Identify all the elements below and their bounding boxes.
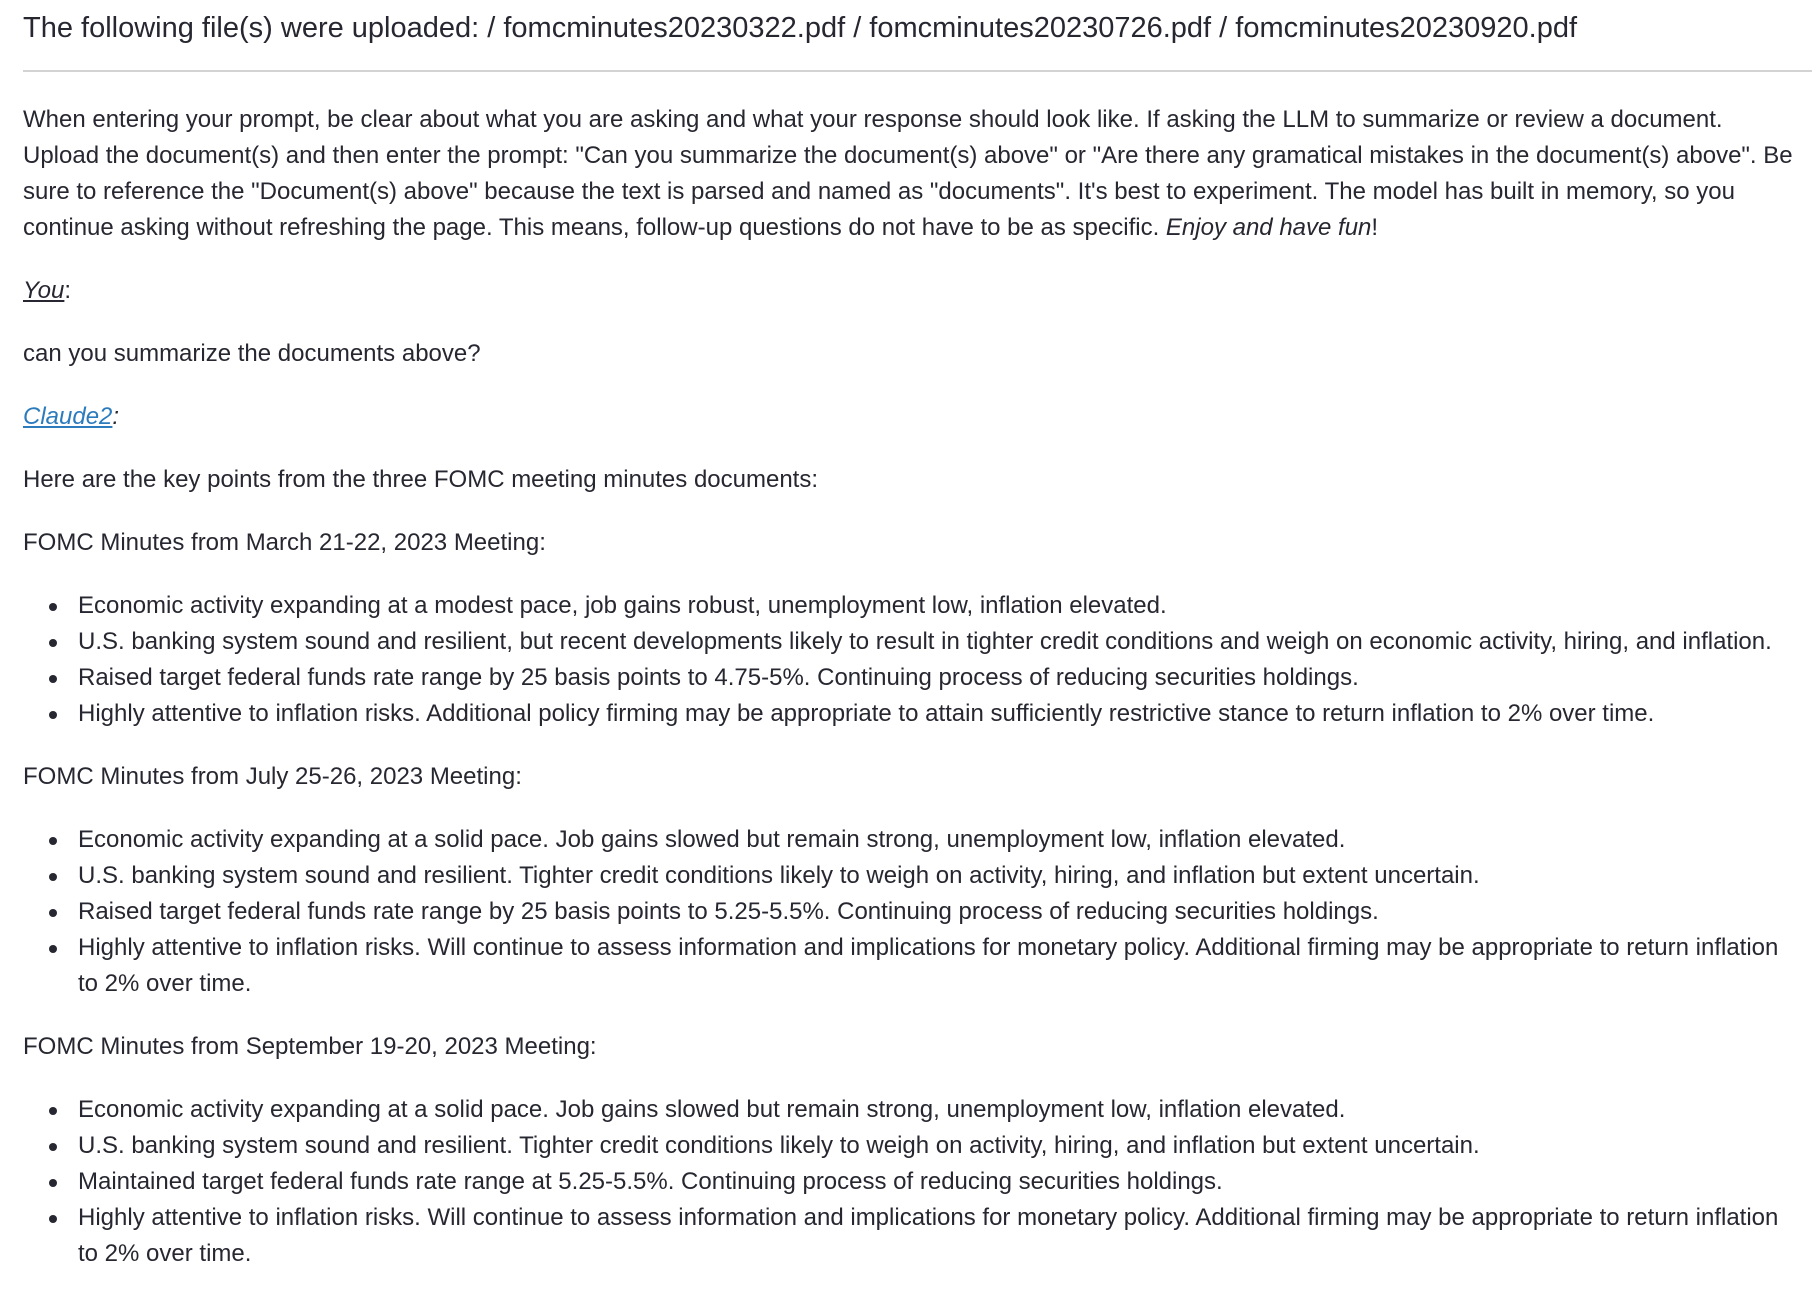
user-label-colon: : xyxy=(64,277,72,304)
list-item: U.S. banking system sound and resilient. Tighter credit conditions likely to weigh on activity, hiring, and inflation but extent uncertain. xyxy=(78,858,1798,894)
summary-section xyxy=(23,1029,1812,1272)
bullet-list xyxy=(23,822,1812,1002)
list-item: U.S. banking system sound and resilient. Tighter credit conditions likely to weigh on activity, hiring, and inflation but extent uncertain. xyxy=(78,1128,1798,1164)
instructions-paragraph xyxy=(23,102,1798,246)
summary-section xyxy=(23,759,1812,1002)
list-item: Raised target federal funds rate range by 25 basis points to 5.25-5.5%. Continuing process of reducing securities holdings. xyxy=(78,894,1798,930)
list-item: Raised target federal funds rate range by 25 basis points to 4.75-5%. Continuing process of reducing securities holdings. xyxy=(78,660,1798,696)
assistant-link[interactable]: Claude2 xyxy=(23,403,113,430)
list-item: Economic activity expanding at a modest pace, job gains robust, unemployment low, inflation elevated. xyxy=(78,588,1798,624)
assistant-label-colon: : xyxy=(112,403,120,430)
instructions-emphasis: Enjoy and have fun xyxy=(1165,214,1372,241)
list-item: Highly attentive to inflation risks. Will continue to assess information and implications for monetary policy. Additional firming may be appropriate to return inflation to 2% over time. xyxy=(78,1200,1798,1272)
user-speaker xyxy=(23,273,1812,309)
bullet-list xyxy=(23,588,1812,732)
divider xyxy=(23,70,1812,72)
list-item: Economic activity expanding at a solid pace. Job gains slowed but remain strong, unemployment low, inflation elevated. xyxy=(78,822,1798,858)
section-title: FOMC Minutes from March 21-22, 2023 Meeting: xyxy=(23,529,546,556)
upload-notice: The following file(s) were uploaded: / fomcminutes20230322.pdf / fomcminutes20230726.pdf / fomcminutes20230920.pdf xyxy=(23,12,1578,44)
list-item: Highly attentive to inflation risks. Additional policy firming may be appropriate to attain sufficiently restrictive stance to return inflation to 2% over time. xyxy=(78,696,1798,732)
user-label: You xyxy=(23,277,65,304)
chat-page xyxy=(23,0,1812,1272)
list-item: Highly attentive to inflation risks. Will continue to assess information and implications for monetary policy. Additional firming may be appropriate to return inflation to 2% over time. xyxy=(78,930,1798,1002)
list-item: Maintained target federal funds rate range at 5.25-5.5%. Continuing process of reducing securities holdings. xyxy=(78,1164,1798,1200)
assistant-speaker xyxy=(23,399,1812,435)
list-item: Economic activity expanding at a solid pace. Job gains slowed but remain strong, unemployment low, inflation elevated. xyxy=(78,1092,1798,1128)
bullet-list xyxy=(23,1092,1812,1272)
list-item: U.S. banking system sound and resilient, but recent developments likely to result in tighter credit conditions and weigh on economic activity, hiring, and inflation. xyxy=(78,624,1798,660)
instructions-text: When entering your prompt, be clear about what you are asking and what your response should look like. If asking the LLM to summarize or review a document. Upload the document(s) and then enter the prompt: "Can you summarize the document(s) above" or "Are there any gramatical mistakes in the document(s) above". Be sure to reference the "Document(s) above" because the text is parsed and named as "documents". It's best to experiment. The model has built in memory, so you continue asking without refreshing the page. This means, follow-up questions do not have to be as specific. xyxy=(23,106,1793,241)
section-title: FOMC Minutes from July 25-26, 2023 Meeting: xyxy=(23,763,522,790)
user-message: can you summarize the documents above? xyxy=(23,340,481,367)
instructions-end: ! xyxy=(1371,214,1379,241)
section-title: FOMC Minutes from September 19-20, 2023 Meeting: xyxy=(23,1033,597,1060)
summary-section xyxy=(23,525,1812,732)
assistant-intro: Here are the key points from the three FOMC meeting minutes documents: xyxy=(23,466,819,493)
